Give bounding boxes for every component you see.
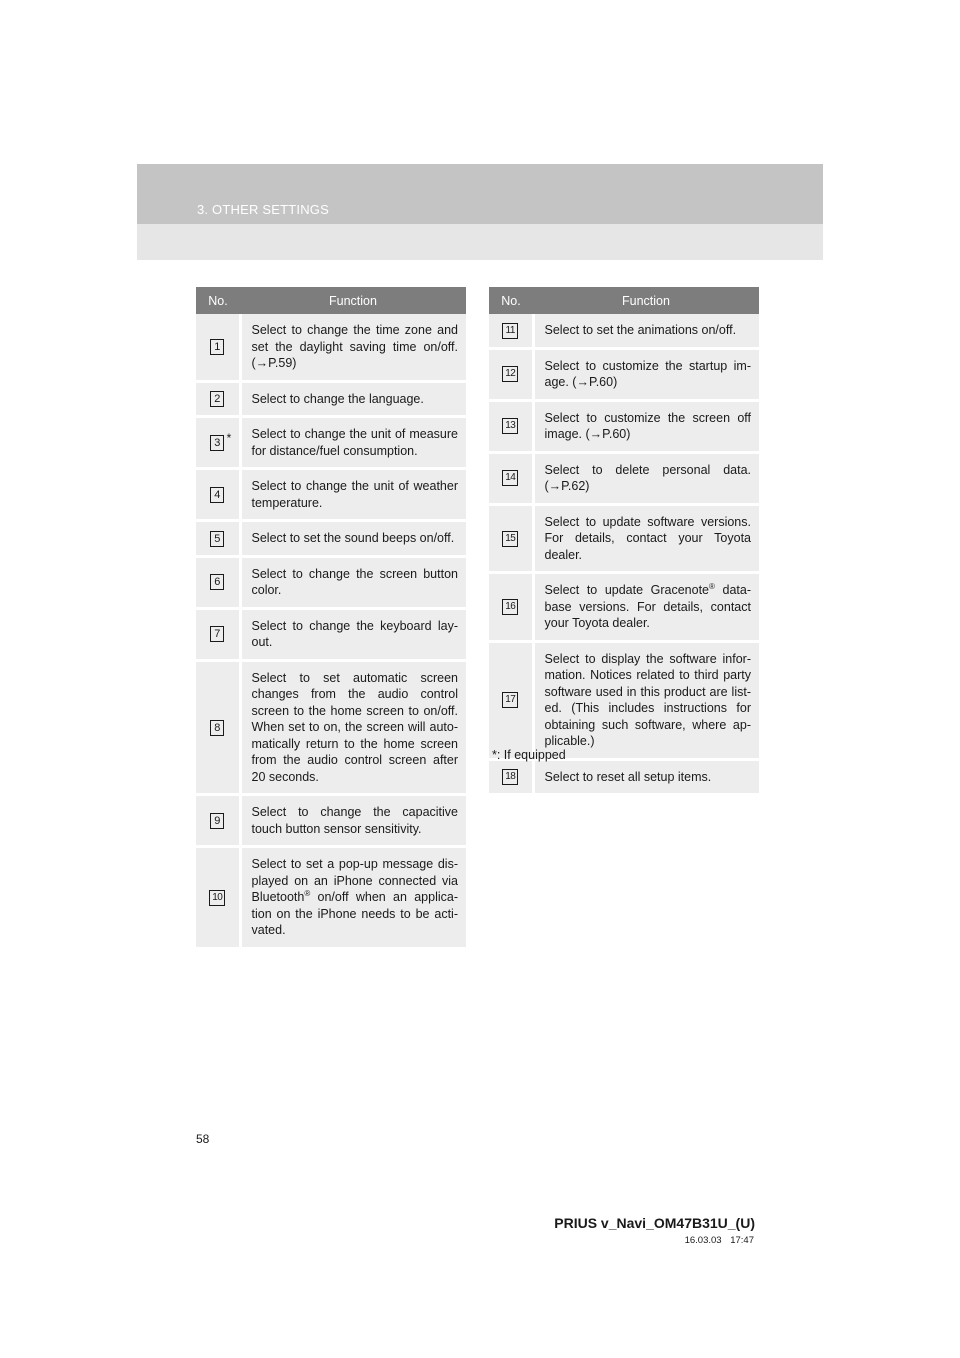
function-description: Select to set the animations on/off. (533, 314, 759, 348)
function-description: Select to reset all setup items. (533, 759, 759, 795)
table-row (196, 847, 466, 949)
section-title: 3. OTHER SETTINGS (197, 202, 329, 217)
column-header-function: Function (533, 287, 759, 314)
table-row (196, 469, 466, 521)
print-date: 16.03.03 17:47 (684, 1235, 754, 1246)
item-number-box: 10 (209, 890, 225, 906)
page-number: 58 (196, 1132, 210, 1146)
item-number-box: 12 (502, 366, 518, 382)
header-title-bar (137, 164, 823, 224)
item-number-box: 7 (210, 626, 224, 642)
function-description: Select to change the screen button color. (240, 556, 466, 608)
item-number: 3 (214, 436, 221, 449)
column-header-no: No. (489, 287, 533, 314)
table-row (489, 573, 759, 642)
registered-mark: ® (304, 888, 311, 898)
function-description: Select to change the capacitive touch button sensor sensitivity. (240, 795, 466, 847)
table-row (196, 795, 466, 847)
item-number-box: 5 (210, 531, 224, 547)
function-description: Select to set automatic screen changes from the audio control screen to the home screen to on/off. When set to on, the screen will auto-matically return to the home screen from the audio control screen after 20 seconds. (240, 660, 466, 795)
table-row (489, 452, 759, 504)
header-band (137, 164, 823, 260)
item-number-box: 8 (210, 720, 224, 736)
table-row (196, 660, 466, 795)
document-id: PRIUS v_Navi_OM47B31U_(U) (554, 1215, 755, 1231)
item-number-box: 15 (502, 531, 518, 547)
function-description: Select to change the unit of measure for distance/fuel consumption. (240, 417, 466, 469)
table-row (489, 504, 759, 573)
table-header-row (489, 287, 759, 314)
footnote: *: If equipped (492, 748, 566, 762)
function-description: Select to update software versions. For details, contact your Toyota dealer. (533, 504, 759, 573)
item-number-box: 18 (502, 769, 518, 785)
function-description: Select to change the unit of weather temperature. (240, 469, 466, 521)
function-description: Select to change the language. (240, 381, 466, 417)
function-description: Select to customize the screen off image. (→P.60) (533, 400, 759, 452)
item-number-box: 4 (210, 487, 224, 503)
column-header-function: Function (240, 287, 466, 314)
item-number-box: 17 (502, 692, 518, 708)
table-row (196, 556, 466, 608)
column-header-no: No. (196, 287, 240, 314)
table-row (196, 314, 466, 381)
item-number-box: 6 (210, 574, 224, 590)
table-row (489, 759, 759, 795)
function-description: Select to display the software infor-mation. Notices related to third party software used in this product are list-ed. (This includes instructions for obtaining such software, where ap-plicable.) (533, 641, 759, 759)
item-number-box (210, 430, 232, 451)
item-number-box: 14 (502, 470, 518, 486)
function-description: Select to change the keyboard lay-out. (240, 608, 466, 660)
table-row (196, 417, 466, 469)
table-header-row (196, 287, 466, 314)
function-description: Select to set the sound beeps on/off. (240, 521, 466, 557)
item-number-box: 11 (502, 323, 518, 339)
table-row (489, 314, 759, 348)
item-number-box: 16 (502, 599, 518, 615)
table-row (489, 641, 759, 759)
function-description: Select to set a pop-up message dis-played on an iPhone connected via Bluetooth® on/off when an applica-tion on the iPhone needs to be acti-vated. (240, 847, 466, 949)
item-number-box: 13 (502, 418, 518, 434)
function-description: Select to change the time zone and set the daylight saving time on/off. (→P.59) (240, 314, 466, 381)
function-description: Select to customize the startup im-age. (→P.60) (533, 348, 759, 400)
item-number-box: 2 (210, 391, 224, 407)
function-description: Select to update Gracenote® data-base versions. For details, contact your Toyota dealer. (533, 573, 759, 642)
function-table-right (489, 287, 759, 796)
item-number-box: 1 (210, 339, 224, 355)
table-row (196, 521, 466, 557)
table-row (196, 608, 466, 660)
table-row (196, 381, 466, 417)
item-number-box: 9 (210, 813, 224, 829)
function-description: Select to delete personal data. (→P.62) (533, 452, 759, 504)
equipped-asterisk: * (226, 430, 232, 445)
function-table-left (196, 287, 466, 950)
table-row (489, 400, 759, 452)
registered-mark: ® (709, 581, 715, 591)
table-row (489, 348, 759, 400)
